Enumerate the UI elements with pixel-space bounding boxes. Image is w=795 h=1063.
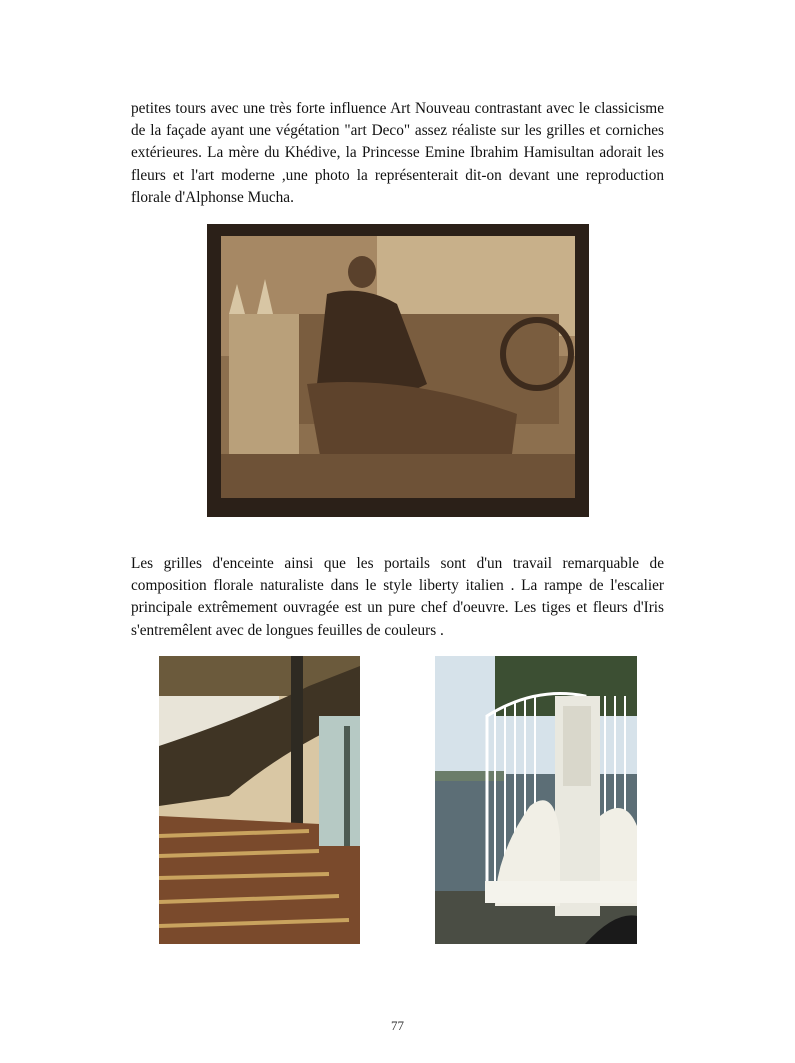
page-number: 77	[391, 1018, 404, 1033]
portrait-photo	[207, 224, 589, 517]
paragraph-gates: Les grilles d'enceinte ainsi que les portails sont d'un travail remarquable de composition florale naturaliste dans le style liberty italien . La rampe de l'escalier principale extrêmement ouvragée est un pure chef d'oeuvre. Les tiges et fleurs d'Iris s'entremêlent avec de longues feuilles de couleurs .	[131, 555, 664, 639]
gate-photo	[435, 656, 637, 944]
staircase-photo	[159, 656, 360, 944]
paragraph-intro: petites tours avec une très forte influence Art Nouveau contrastant avec le classicisme de la façade ayant une végétation "art Deco" assez réaliste sur les grilles et corniches extérieures. La mère du Khédive, la Princesse Emine Ibrahim Hamisultan adorait les fleurs et l'art moderne ,une photo la représenterait dit-on devant une reproduction florale d'Alphonse Mucha.	[131, 100, 664, 206]
